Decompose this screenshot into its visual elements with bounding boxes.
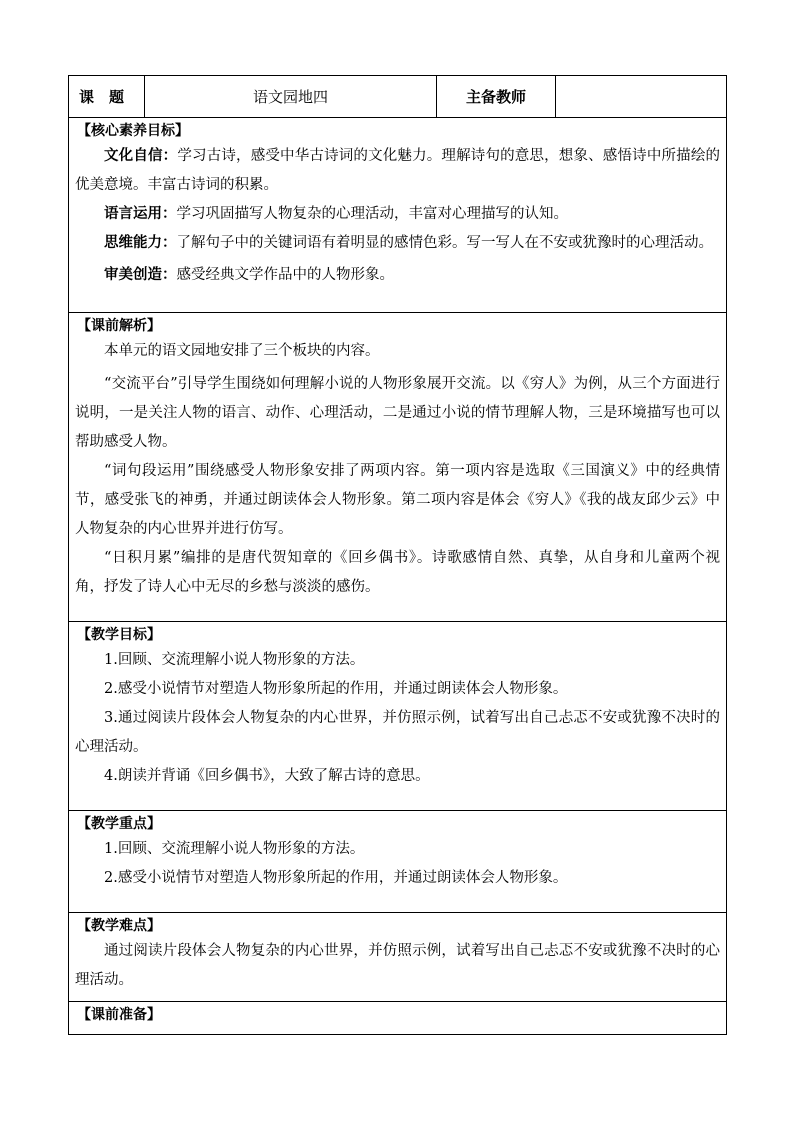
lesson-plan-page <box>68 75 726 1035</box>
lesson-plan-table <box>68 75 727 1035</box>
key-point-item: 2.感受小说情节对塑造人物形象所起的作用，并通过朗读体会人物形象。 <box>104 870 568 886</box>
key-point-item: 1.回顾、交流理解小说人物形象的方法。 <box>104 841 365 857</box>
analysis-heading: 【课前解析】 <box>77 318 161 334</box>
key-points-heading: 【教学重点】 <box>77 816 161 832</box>
core-goals-heading: 【核心素养目标】 <box>77 123 189 139</box>
difficulties-heading: 【教学难点】 <box>77 918 161 934</box>
analysis-paragraph: “交流平台”引导学生围绕如何理解小说的人物形象展开交流。以《穷人》为例，从三个方面进行说明，一是关注人物的语言、动作、心理活动，二是通过小说的情节理解人物，三是环境描写也可以帮助感受人物。 <box>75 376 720 450</box>
analysis-row <box>69 313 727 622</box>
core-goal-item: 思维能力：了解句子中的关键词语有着明显的感情色彩。写一写人在不安或犹豫时的心理活动。 <box>104 235 713 251</box>
objective-item: 4.朗读并背诵《回乡偶书》，大致了解古诗的意思。 <box>104 768 430 784</box>
analysis-paragraph: 本单元的语文园地安排了三个板块的内容。 <box>104 343 380 359</box>
analysis-paragraph: “词句段运用”围绕感受人物形象安排了两项内容。第一项内容是选取《三国演义》中的经典情节，感受张飞的神勇，并通过朗读体会人物形象。第二项内容是体会《穷人》《我的战友邱少云》中人物复杂的内心世界并进行仿写。 <box>75 463 720 537</box>
header-row <box>69 76 727 118</box>
core-goals-row <box>69 118 727 313</box>
difficulty-item: 通过阅读片段体会人物复杂的内心世界，并仿照示例，试着写出自己忐忑不安或犹豫不决时的心理活动。 <box>75 943 720 988</box>
analysis-paragraph: “日积月累”编排的是唐代贺知章的《回乡偶书》。诗歌感情自然、真挚，从自身和儿童两个视角，抒发了诗人心中无尽的乡愁与淡淡的感伤。 <box>75 550 720 595</box>
teacher-label: 主备教师 <box>437 76 556 118</box>
teacher-value <box>556 76 727 118</box>
key-points-row <box>69 811 727 913</box>
core-goal-item: 文化自信：学习古诗，感受中华古诗词的文化魅力。理解诗句的意思，想象、感悟诗中所描绘的优美意境。丰富古诗词的积累。 <box>75 148 721 193</box>
objectives-row <box>69 622 727 811</box>
objectives-heading: 【教学目标】 <box>77 627 161 643</box>
difficulties-row <box>69 913 727 1002</box>
objective-item: 2.感受小说情节对塑造人物形象所起的作用，并通过朗读体会人物形象。 <box>104 681 568 697</box>
objective-item: 1.回顾、交流理解小说人物形象的方法。 <box>104 652 365 668</box>
topic-value: 语文园地四 <box>145 76 437 118</box>
preparation-heading: 【课前准备】 <box>77 1007 161 1023</box>
core-goal-item: 语言运用：学习巩固描写人物复杂的心理活动，丰富对心理描写的认知。 <box>104 206 568 222</box>
core-goal-item: 审美创造：感受经典文学作品中的人物形象。 <box>104 267 394 283</box>
topic-label: 课 题 <box>69 76 145 118</box>
objective-item: 3.通过阅读片段体会人物复杂的内心世界，并仿照示例，试着写出自己忐忑不安或犹豫不决时的心理活动。 <box>75 710 720 755</box>
preparation-row <box>69 1002 727 1035</box>
